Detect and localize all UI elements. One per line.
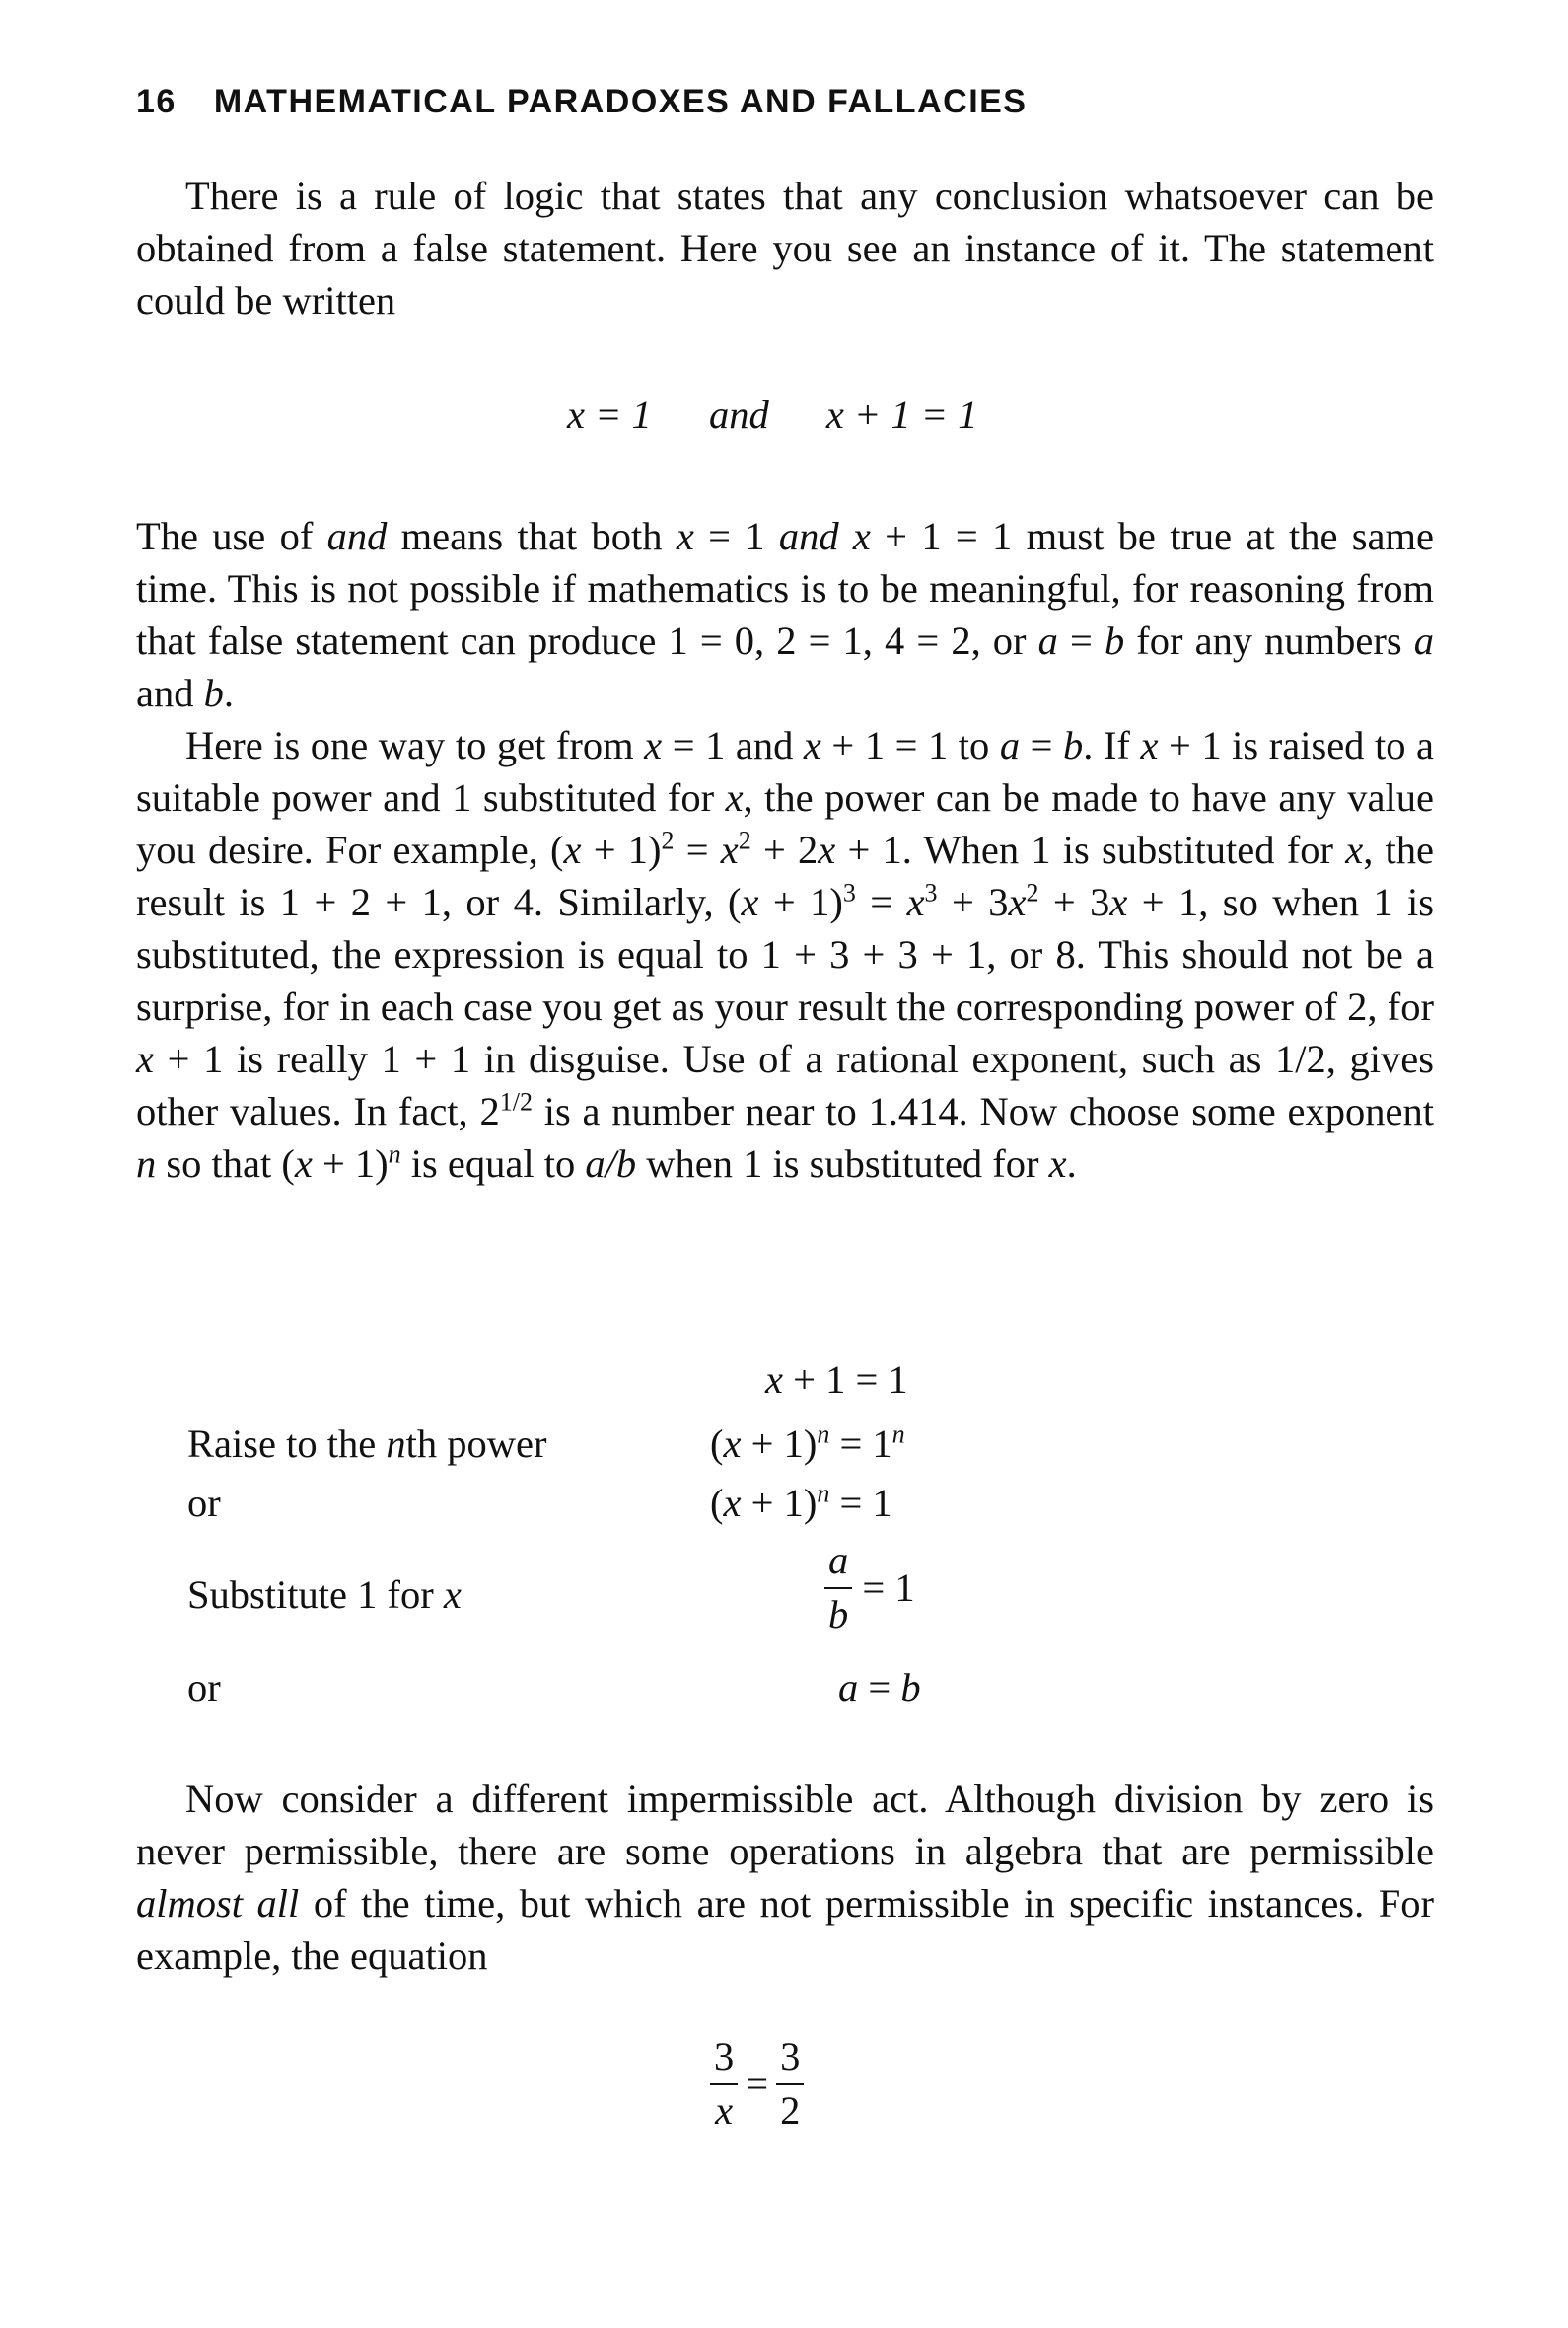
derivation-row-3: $(x + 1)^n = 1$ [710, 1479, 892, 1525]
fraction-a-over-b: $\frac{a}{b}$ [824, 1541, 852, 1635]
derivation-label-4: Substitute 1 for x [187, 1572, 462, 1617]
equation-statement [567, 389, 977, 441]
paragraph-3: Here is one way to get from x = 1 and x + 1 = 1 to a = b. If x + 1 is raised to a suitable power and 1 substituted for x, the power can be made to have any value you desire. For example, $(x + 1)^2 = x^2 + 2x + 1$. When 1 is substituted for x, the result is 1 + 2 + 1, or 4. Similarly, $(x + 1)^3 = x^3 + 3x^2 + 3x + 1$, so when 1 is substituted, the expression is equal to 1 + 3 + 3 + 1, or 8. This should not be a surprise, for in each case you get as your result the corresponding power of 2, for x + 1 is really 1 + 1 in disguise. Use of a rational exponent, such as 1/2, gives other values. In fact, $2^{1/2}$ is a number near to 1.414. Now choose some exponent n so that $(x + 1)^n$ is equal to a/b when 1 is substituted for x. [136, 723, 1435, 1186]
eq-left: x = 1 [567, 393, 652, 437]
equation-final: $\frac{3}{x}$ = $\frac{3}{2}$ [710, 2037, 804, 2131]
eq-connector: and [708, 393, 769, 437]
paragraph-1: There is a rule of logic that states that any conclusion whatsoever can be obtained from a false statement. Here you see an instance of it. The statement could be written [136, 174, 1434, 323]
derivation-row-2: $(x + 1)^n = 1^n$ [710, 1419, 905, 1466]
derivation-label-5: or [187, 1665, 221, 1710]
running-title: MATHEMATICAL PARADOXES AND FALLACIES [213, 83, 1028, 120]
derivation-row-4: $\frac{a}{b}$ = 1 [824, 1541, 915, 1635]
derivation-label-2: Raise to the nth power [187, 1421, 547, 1466]
eq-right: x + 1 = 1 [825, 393, 978, 437]
paragraph-2: The use of and means that both x = 1 and x + 1 = 1 must be true at the same time. This is not possible if mathematics is to be meaningful, for reasoning from that false statement can produce 1 = 0, 2 = 1, 4 = 2, or a = b for any numbers a and b. [136, 514, 1435, 715]
fraction-3-over-2: $\frac{3}{2}$ [776, 2037, 804, 2131]
fraction-3-over-x: $\frac{3}{x}$ [710, 2037, 738, 2131]
paragraph-4: Now consider a different impermissible act. Although division by zero is never permissible, there are some operations in algebra that are permissible almost all of the time, but which are not permissible in specific instances. For example, the equation [136, 1777, 1434, 1978]
derivation-row-5: a = b [838, 1665, 921, 1710]
derivation-row-1: x + 1 = 1 [765, 1357, 908, 1402]
derivation-label-3: or [187, 1481, 221, 1525]
page-number: 16 [136, 83, 177, 120]
running-header [136, 83, 1028, 121]
